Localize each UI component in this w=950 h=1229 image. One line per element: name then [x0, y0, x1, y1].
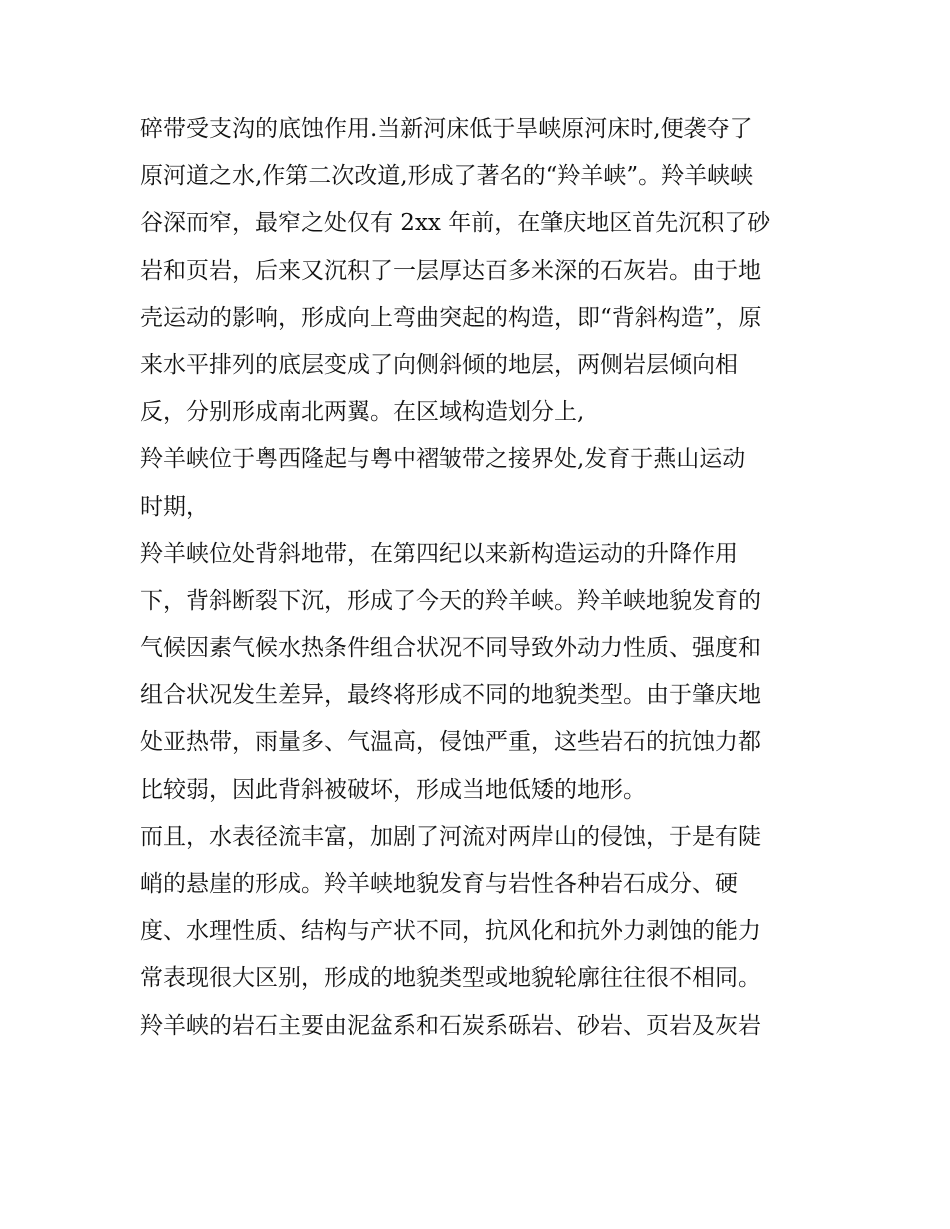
text-line: 羚羊峡的岩石主要由泥盆系和石炭系砾岩、砂岩、页岩及灰岩 — [140, 1012, 761, 1039]
text-line: 处亚热带，雨量多、气温高，侵蚀严重，这些岩石的抗蚀力都 — [140, 729, 761, 756]
text-line: 谷深而窄，最窄之处仅有 2xx 年前，在肇庆地区首先沉积了砂 — [140, 210, 771, 237]
text-line: 原河道之水,作第二次改道,形成了著名的“羚羊峡”。羚羊峡峡 — [140, 163, 754, 190]
text-line: 来水平排列的底层变成了向侧斜倾的地层，两侧岩层倾向相 — [140, 351, 738, 378]
text-line: 度、水理性质、结构与产状不同，抗风化和抗外力剥蚀的能力 — [140, 918, 761, 945]
text-line: 组合状况发生差异，最终将形成不同的地貌类型。由于肇庆地 — [140, 682, 761, 709]
text-line: 峭的悬崖的形成。羚羊峡地貌发育与岩性各种岩石成分、硬 — [140, 871, 738, 897]
text-line: 岩和页岩，后来又沉积了一层厚达百多米深的石灰岩。由于地 — [140, 257, 761, 284]
text-line: 时期， — [140, 493, 209, 520]
text-line: 而且，水表径流丰富，加剧了河流对两岸山的侵蚀，于是有陡 — [140, 823, 761, 850]
text-line: 壳运动的影响，形成向上弯曲突起的构造，即“背斜构造”，原 — [140, 304, 762, 331]
text-line: 反，分别形成南北两翼。在区域构造划分上, — [140, 399, 585, 426]
body-text — [140, 106, 820, 1050]
text-line: 气候因素气候水热条件组合状况不同导致外动力性质、强度和 — [140, 635, 761, 662]
text-line: 下，背斜断裂下沉，形成了今天的羚羊峡。羚羊峡地貌发育的 — [140, 587, 761, 614]
text-line: 羚羊峡位于粤西隆起与粤中褶皱带之接界处,发育于燕山运动 — [140, 446, 746, 473]
text-line: 常表现很大区别，形成的地貌类型或地貌轮廓往往很不相同。 — [140, 965, 761, 992]
text-line: 羚羊峡位处背斜地带，在第四纪以来新构造运动的升降作用 — [140, 540, 738, 567]
text-line: 碎带受支沟的底蚀作用.当新河床低于旱峡原河床时,便袭夺了 — [140, 116, 753, 142]
text-line: 比较弱，因此背斜被破坏，形成当地低矮的地形。 — [140, 776, 646, 803]
